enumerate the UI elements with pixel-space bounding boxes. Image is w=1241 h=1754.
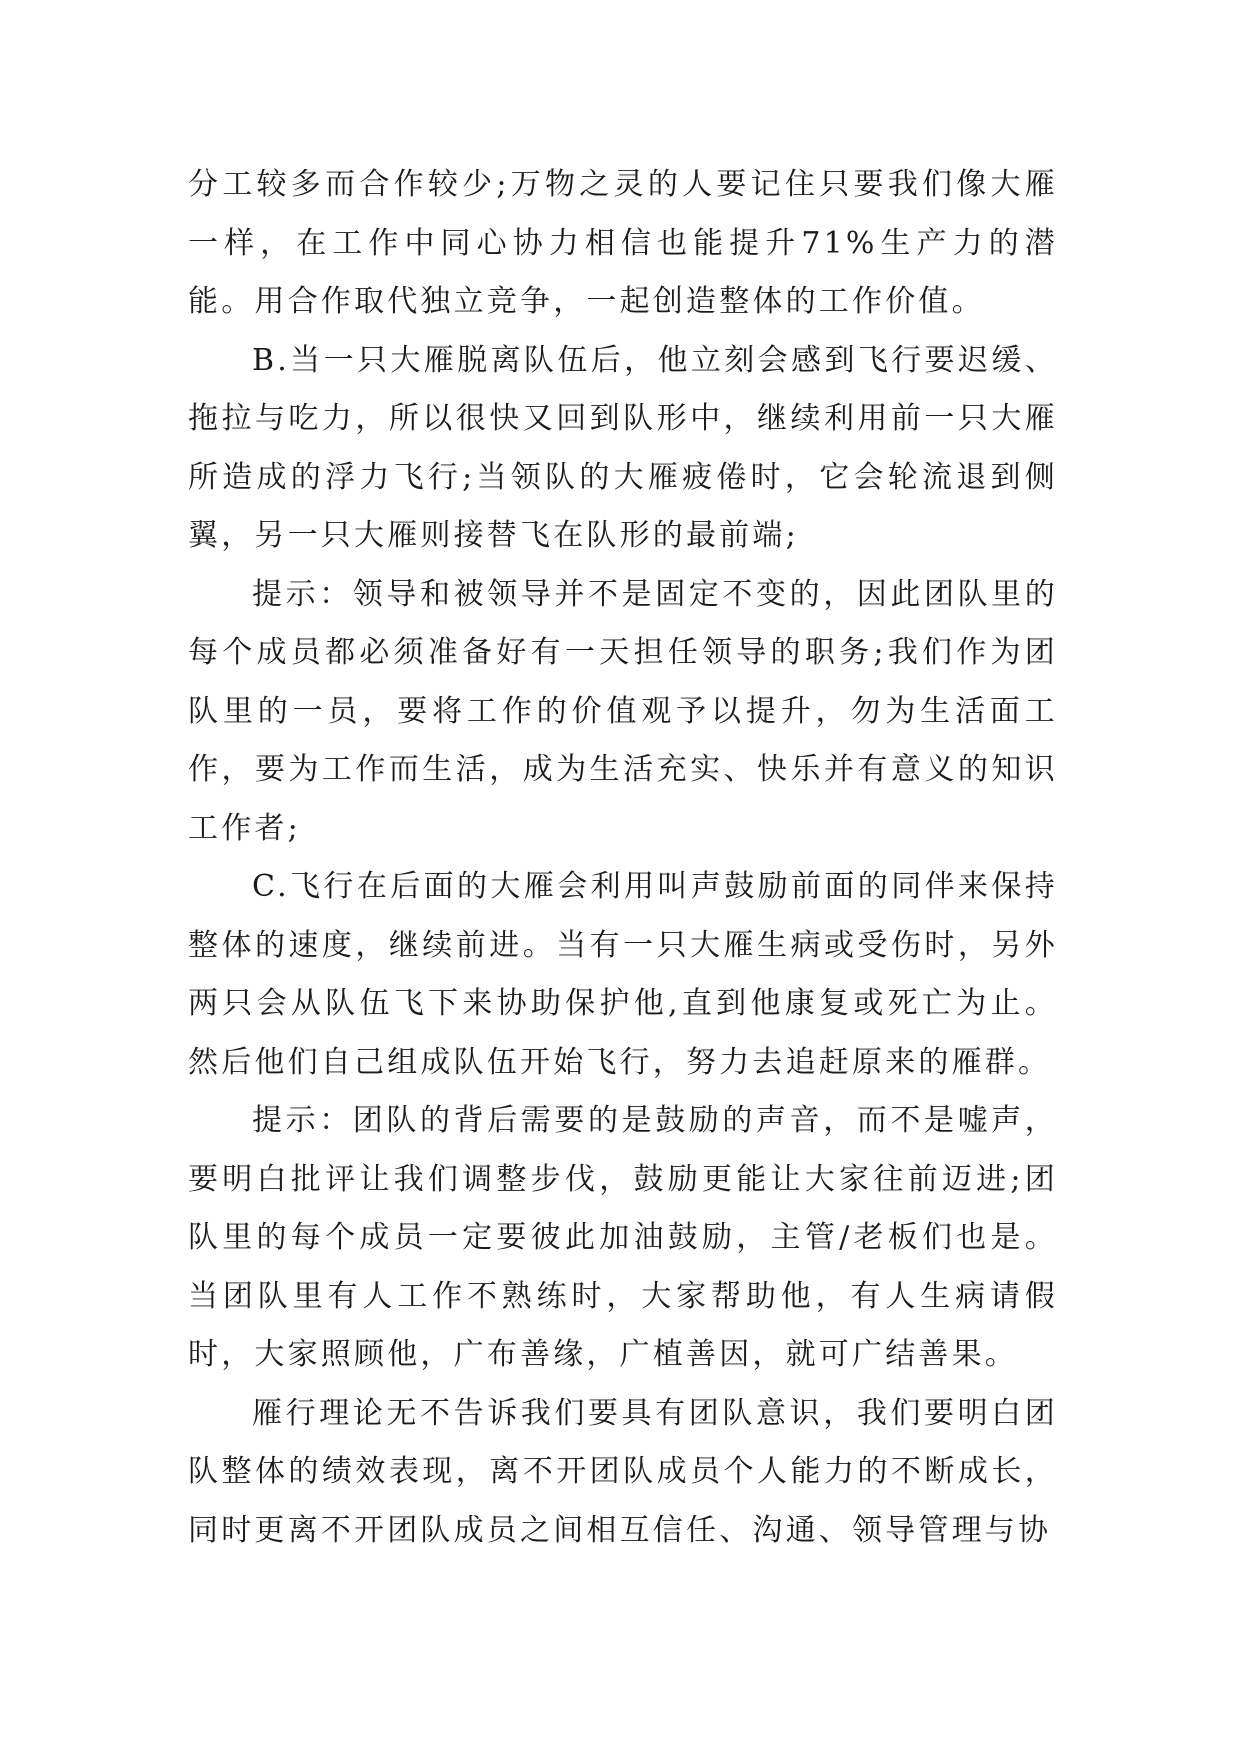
paragraph-5: 提示：团队的背后需要的是鼓励的声音，而不是嘘声，要明白批评让我们调整步伐，鼓励更能让大家往前迈进;团队里的每个成员一定要彼此加油鼓励，主管/老板们也是。当团队里有人工作不熟练时，大家帮助他，有人生病请假时，大家照顾他，广布善缘，广植善因，就可广结善果。 — [188, 1103, 1058, 1372]
body-text — [188, 156, 1058, 1560]
paragraph-3: 提示：领导和被领导并不是固定不变的，因此团队里的每个成员都必须准备好有一天担任领导的职务;我们作为团队里的一员，要将工作的价值观予以提升，勿为生活面工作，要为工作而生活，成为生活充实、快乐并有意义的知识工作者; — [188, 576, 1058, 846]
paragraph-6: 雁行理论无不告诉我们要具有团队意识，我们要明白团队整体的绩效表现，离不开团队成员个人能力的不断成长，同时更离不开团队成员之间相互信任、沟通、领导管理与协 — [188, 1395, 1058, 1548]
paragraph-4: C.飞行在后面的大雁会利用叫声鼓励前面的同伴来保持整体的速度，继续前进。当有一只大雁生病或受伤时，另外两只会从队伍飞下来协助保护他,直到他康复或死亡为止。然后他们自己组成队伍开始飞行，努力去追赶原来的雁群。 — [188, 869, 1058, 1080]
paragraph-2: B.当一只大雁脱离队伍后，他立刻会感到飞行要迟缓、拖拉与吃力，所以很快又回到队形中，继续利用前一只大雁所造成的浮力飞行;当领队的大雁疲倦时，它会轮流退到侧翼，另一只大雁则接替飞在队形的最前端; — [188, 342, 1058, 553]
paragraph-1: 分工较多而合作较少;万物之灵的人要记住只要我们像大雁一样，在工作中同心协力相信也能提升71%生产力的潜能。用合作取代独立竞争，一起创造整体的工作价值。 — [188, 167, 1058, 319]
